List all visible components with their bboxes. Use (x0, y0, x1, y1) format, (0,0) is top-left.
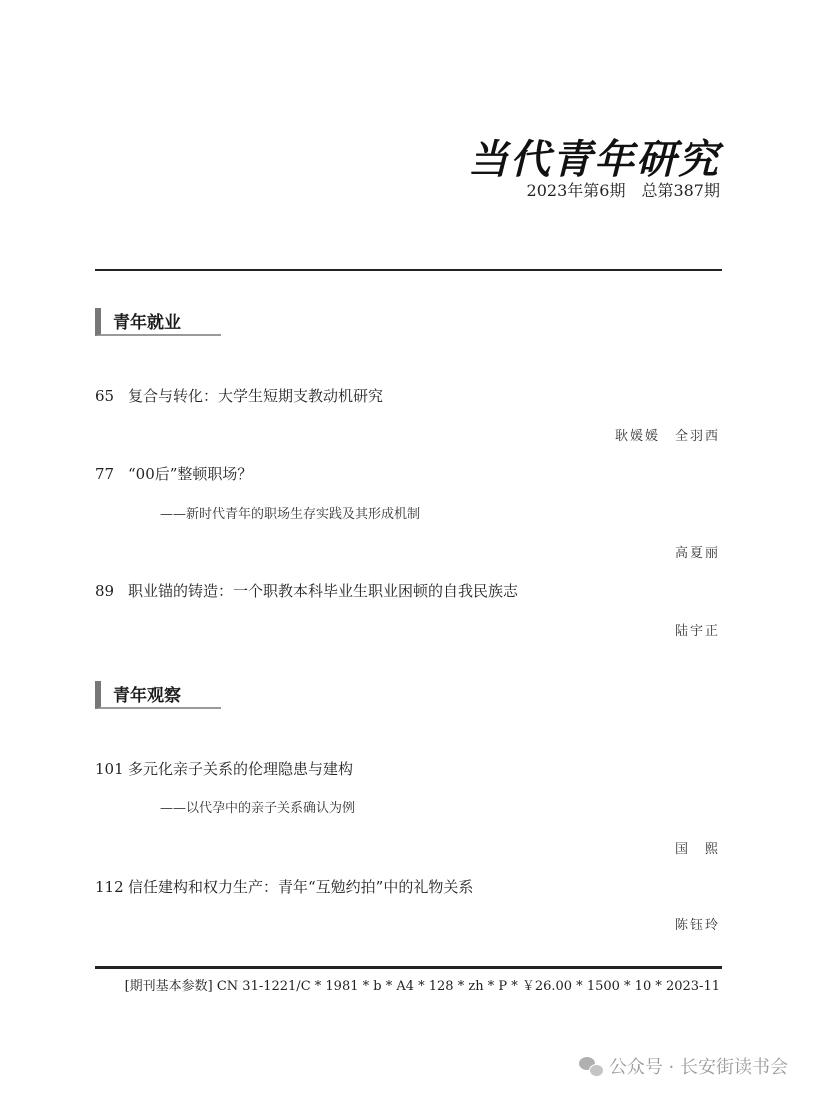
article-authors: 国 熙 (674, 842, 720, 857)
page-number: 89 (95, 582, 115, 600)
page-number: 65 (95, 387, 115, 405)
journal-title: 当代青年研究 (468, 136, 720, 183)
toc-entry[interactable] (95, 876, 473, 897)
article-authors: 陈钰玲 (674, 918, 720, 933)
article-authors: 陆宇正 (674, 624, 720, 639)
issue-info: 2023年第6期 总第387期 (526, 181, 720, 200)
page-number: 112 (95, 878, 124, 896)
section-header-employment (95, 308, 221, 336)
article-title: 职业锚的铸造：一个职教本科毕业生职业困顿的自我民族志 (128, 582, 519, 600)
article-subtitle: ——以代孕中的亲子关系确认为例 (160, 801, 356, 816)
section-title: 青年观察 (113, 686, 181, 706)
page-number: 77 (95, 465, 115, 483)
article-title: 多元化亲子关系的伦理隐患与建构 (128, 760, 354, 778)
toc-entry[interactable] (95, 758, 353, 779)
journal-parameters: [期刊基本参数] CN 31-1221/C * 1981 * b * A4 * 128 * zh * P * ￥26.00 * 1500 * 10 * 2023-11 (124, 979, 720, 994)
toc-entry[interactable] (95, 463, 252, 484)
watermark (579, 1053, 788, 1079)
article-title: 复合与转化：大学生短期支教动机研究 (128, 387, 384, 405)
article-authors: 高夏丽 (674, 546, 720, 561)
toc-entry[interactable] (95, 580, 518, 601)
watermark-text: 公众号 · 长安街读书会 (608, 1057, 788, 1078)
article-title: “00后”整顿职场？ (128, 465, 253, 483)
top-divider (95, 269, 722, 271)
bottom-divider (95, 966, 722, 969)
article-authors: 耿媛媛 全羽西 (614, 429, 720, 444)
wechat-icon (579, 1056, 603, 1076)
section-title: 青年就业 (113, 313, 181, 333)
article-title: 信任建构和权力生产：青年“互勉约拍”中的礼物关系 (128, 878, 474, 896)
article-subtitle: ——新时代青年的职场生存实践及其形成机制 (160, 507, 421, 522)
section-header-observation (95, 681, 221, 709)
page-number: 101 (95, 760, 124, 778)
toc-entry[interactable] (95, 385, 383, 406)
